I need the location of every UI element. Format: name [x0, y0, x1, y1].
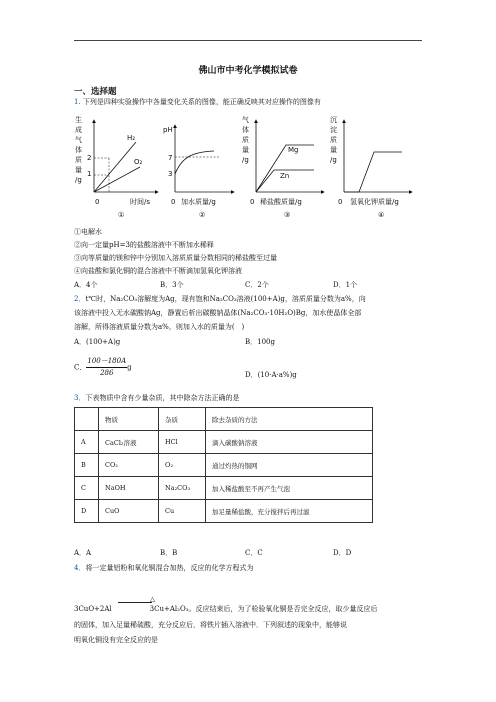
chart1-label-h2: H₂	[127, 134, 136, 142]
q2-line-3: 溶解，所得溶液质量分数为a%，则加入水的质量为( )	[74, 323, 245, 331]
header-rule	[74, 40, 422, 41]
table-cell: A	[75, 431, 99, 454]
chart3-xlabel: 稀盐酸质量/g	[260, 198, 302, 206]
chart1-tick-1: 1	[87, 170, 92, 178]
chart2-tick-7: 7	[168, 154, 173, 162]
table-cell: CaCl₂溶液	[99, 431, 159, 454]
table-cell: 加入稀盐酸至不再产生气泡	[206, 477, 373, 500]
chart2-tick-3: 3	[168, 170, 173, 178]
table-row	[75, 500, 373, 523]
chart1-ylabel-4: 体	[75, 146, 82, 154]
table-cell: Na₂CO₃	[159, 477, 206, 500]
chart1-line-h2	[94, 142, 136, 192]
q2-line-1-text: t℃时，Na₂CO₃溶解度为Ag，现有饱和Na₂CO₃溶液(100+A)g，溶质质量分数为a%，向	[85, 295, 366, 303]
chart3-ylabel-1: 气	[242, 116, 249, 124]
q3-option-d: D．D	[333, 549, 352, 557]
q2-line-1	[74, 294, 366, 304]
chart2-curve	[175, 151, 214, 174]
q1-option-b: B．3个	[160, 281, 184, 289]
header-cell: 杂质	[159, 408, 206, 431]
q1-option-c: C．2个	[245, 281, 269, 289]
q2-option-c-unit: g	[127, 363, 132, 372]
chart3-ylabel-5: /g	[242, 156, 249, 164]
table-row	[75, 477, 373, 500]
chart1-ylabel-1: 生	[75, 116, 82, 124]
table-cell: CuO	[99, 500, 159, 523]
table-cell: 加足量稀盐酸，充分搅拌后再过滤	[206, 500, 373, 523]
table-row	[75, 454, 373, 477]
chart1-ylabel-3: 气	[75, 136, 82, 144]
chart1-origin: 0	[95, 198, 100, 206]
q4-line-3: 明氧化铜没有完全反应的是	[74, 636, 158, 644]
chart1-line-o2	[94, 167, 140, 192]
header-cell: 物质	[99, 408, 159, 431]
chart4-line	[344, 152, 402, 192]
q1-item-4: ④向盐酸和氯化铜的混合溶液中不断滴加氢氧化钾溶液	[74, 267, 242, 275]
header-cell	[75, 408, 99, 431]
chart4-number: ④	[378, 211, 385, 219]
q2-option-b: B．100g	[245, 338, 275, 346]
chart2-origin: 0	[171, 198, 176, 206]
q3-option-c: C．C	[245, 549, 263, 557]
table-cell: 滴入碳酸钠溶液	[206, 431, 373, 454]
chart4-ylabel-3: 质	[330, 136, 337, 144]
chart1-label-o2: O₂	[134, 158, 143, 166]
q2-number: 2．	[74, 295, 86, 303]
chart2-xlabel: 加水质量/g	[181, 198, 216, 206]
chart1-xlabel: 时间/s	[130, 198, 151, 206]
chart3-ylabel-2: 体	[242, 126, 249, 134]
table-cell: HCl	[159, 431, 206, 454]
chart2-ylabel: pH	[163, 126, 173, 134]
chart-electrolysis	[75, 115, 158, 219]
q4-equation-line	[74, 604, 378, 614]
q1-item-2: ②向一定量pH=3的盐酸溶液中不断加水稀释	[74, 241, 214, 249]
q4-number: 4．	[74, 564, 86, 572]
q1-text: 下列是四种实验操作中各量变化关系的图像，能正确反映其对应操作的图像有	[82, 98, 321, 106]
q2-line-2: 该溶液中投入无水碳酸钠Ag，静置后析出碳酸钠晶体(Na₂CO₃·10H₂O)Bg，加水使晶体全部	[74, 309, 362, 317]
q2-option-c-prefix: C．	[74, 363, 87, 372]
q3-option-a: A．A	[74, 549, 92, 557]
table-cell: 通过灼热的铜网	[206, 454, 373, 477]
chart3-ylabel-3: 质	[242, 136, 249, 144]
chart4-ylabel-4: 量	[330, 146, 337, 154]
q2-option-d: D．(10·A·a%)g	[245, 371, 297, 379]
q2-option-c	[74, 356, 132, 379]
chart1-tick-2: 2	[87, 154, 92, 162]
table-row	[75, 431, 373, 454]
chart3-number: ③	[284, 211, 291, 219]
q3-stem	[74, 393, 239, 403]
q3-table	[74, 407, 373, 523]
chart-precipitate	[330, 116, 412, 219]
chart1-ylabel-2: 成	[75, 126, 82, 134]
chart3-origin: 0	[250, 198, 255, 206]
table-cell: CO₂	[99, 454, 159, 477]
table-cell: O₂	[159, 454, 206, 477]
table-cell: Cu	[159, 500, 206, 523]
chart3-label-mg: Mg	[288, 146, 299, 154]
chart4-xlabel: 氢氧化钾质量/g	[350, 198, 399, 206]
q2-option-c-numerator: 100－180A	[86, 356, 127, 368]
chart3-ylabel-4: 量	[242, 146, 249, 154]
table-header-row	[75, 408, 373, 431]
q1-number: 1.	[74, 98, 81, 106]
q4-equation-rule	[118, 602, 152, 603]
chart4-ylabel-5: /g	[330, 156, 337, 164]
chart4-ylabel-1: 沉	[330, 116, 337, 124]
table-cell: C	[75, 477, 99, 500]
chart1-ylabel-6: 量	[75, 166, 82, 174]
q1-item-1: ①电解水	[74, 228, 102, 236]
q3-option-b: B．B	[160, 549, 178, 557]
q1-option-a: A．4个	[74, 281, 98, 289]
page-title: 佛山市中考化学模拟试卷	[198, 66, 298, 76]
q4-equation-condition: △	[150, 595, 155, 603]
chart2-number: ②	[199, 211, 206, 219]
q3-number: 3．	[74, 394, 86, 402]
table-cell: B	[75, 454, 99, 477]
q2-option-c-fraction	[86, 356, 127, 379]
q3-text: 下表物质中含有少量杂质，其中除杂方法正确的是	[85, 394, 240, 402]
chart3-label-zn: Zn	[280, 172, 290, 180]
chart4-ylabel-2: 淀	[330, 126, 337, 134]
q2-option-a: A．(100+A)g	[74, 338, 121, 346]
q1-charts	[74, 112, 422, 220]
q4-line-2: 的固体，加入足量稀硫酸，充分反应后，将铁片插入溶液中．下列叙述的现象中，能够说	[74, 621, 347, 629]
q4-equation-right: 3Cu+Al₂O₃。反应结束后，为了检验氧化铜是否完全反应，取少量反应后	[149, 605, 378, 613]
q1-stem	[74, 97, 321, 107]
q4-text: 将一定量铝粉和氧化铜混合加热，反应的化学方程式为	[85, 564, 254, 572]
chart1-ylabel-5: 质	[75, 156, 82, 164]
q1-option-d: D．1个	[333, 281, 358, 289]
chart1-number: ①	[118, 211, 125, 219]
chart-metal-acid	[242, 115, 324, 219]
q4-stem	[74, 563, 253, 573]
chart4-origin: 0	[338, 198, 343, 206]
q2-option-c-denominator: 286	[100, 369, 114, 377]
section-heading: 一、选择题	[74, 87, 117, 97]
table-cell: NaOH	[99, 477, 159, 500]
chart1-ylabel-7: /g	[75, 176, 82, 184]
q1-item-3: ③向等质量的镁和锌中分别加入溶质质量分数相同的稀盐酸至过量	[74, 254, 277, 262]
table-cell: D	[75, 500, 99, 523]
q4-equation-left: 3CuO+2Al	[74, 605, 112, 613]
chart3-line-mg	[256, 145, 314, 192]
header-cell: 除去杂质的方法	[206, 408, 373, 431]
chart-ph-dilution	[163, 125, 234, 219]
